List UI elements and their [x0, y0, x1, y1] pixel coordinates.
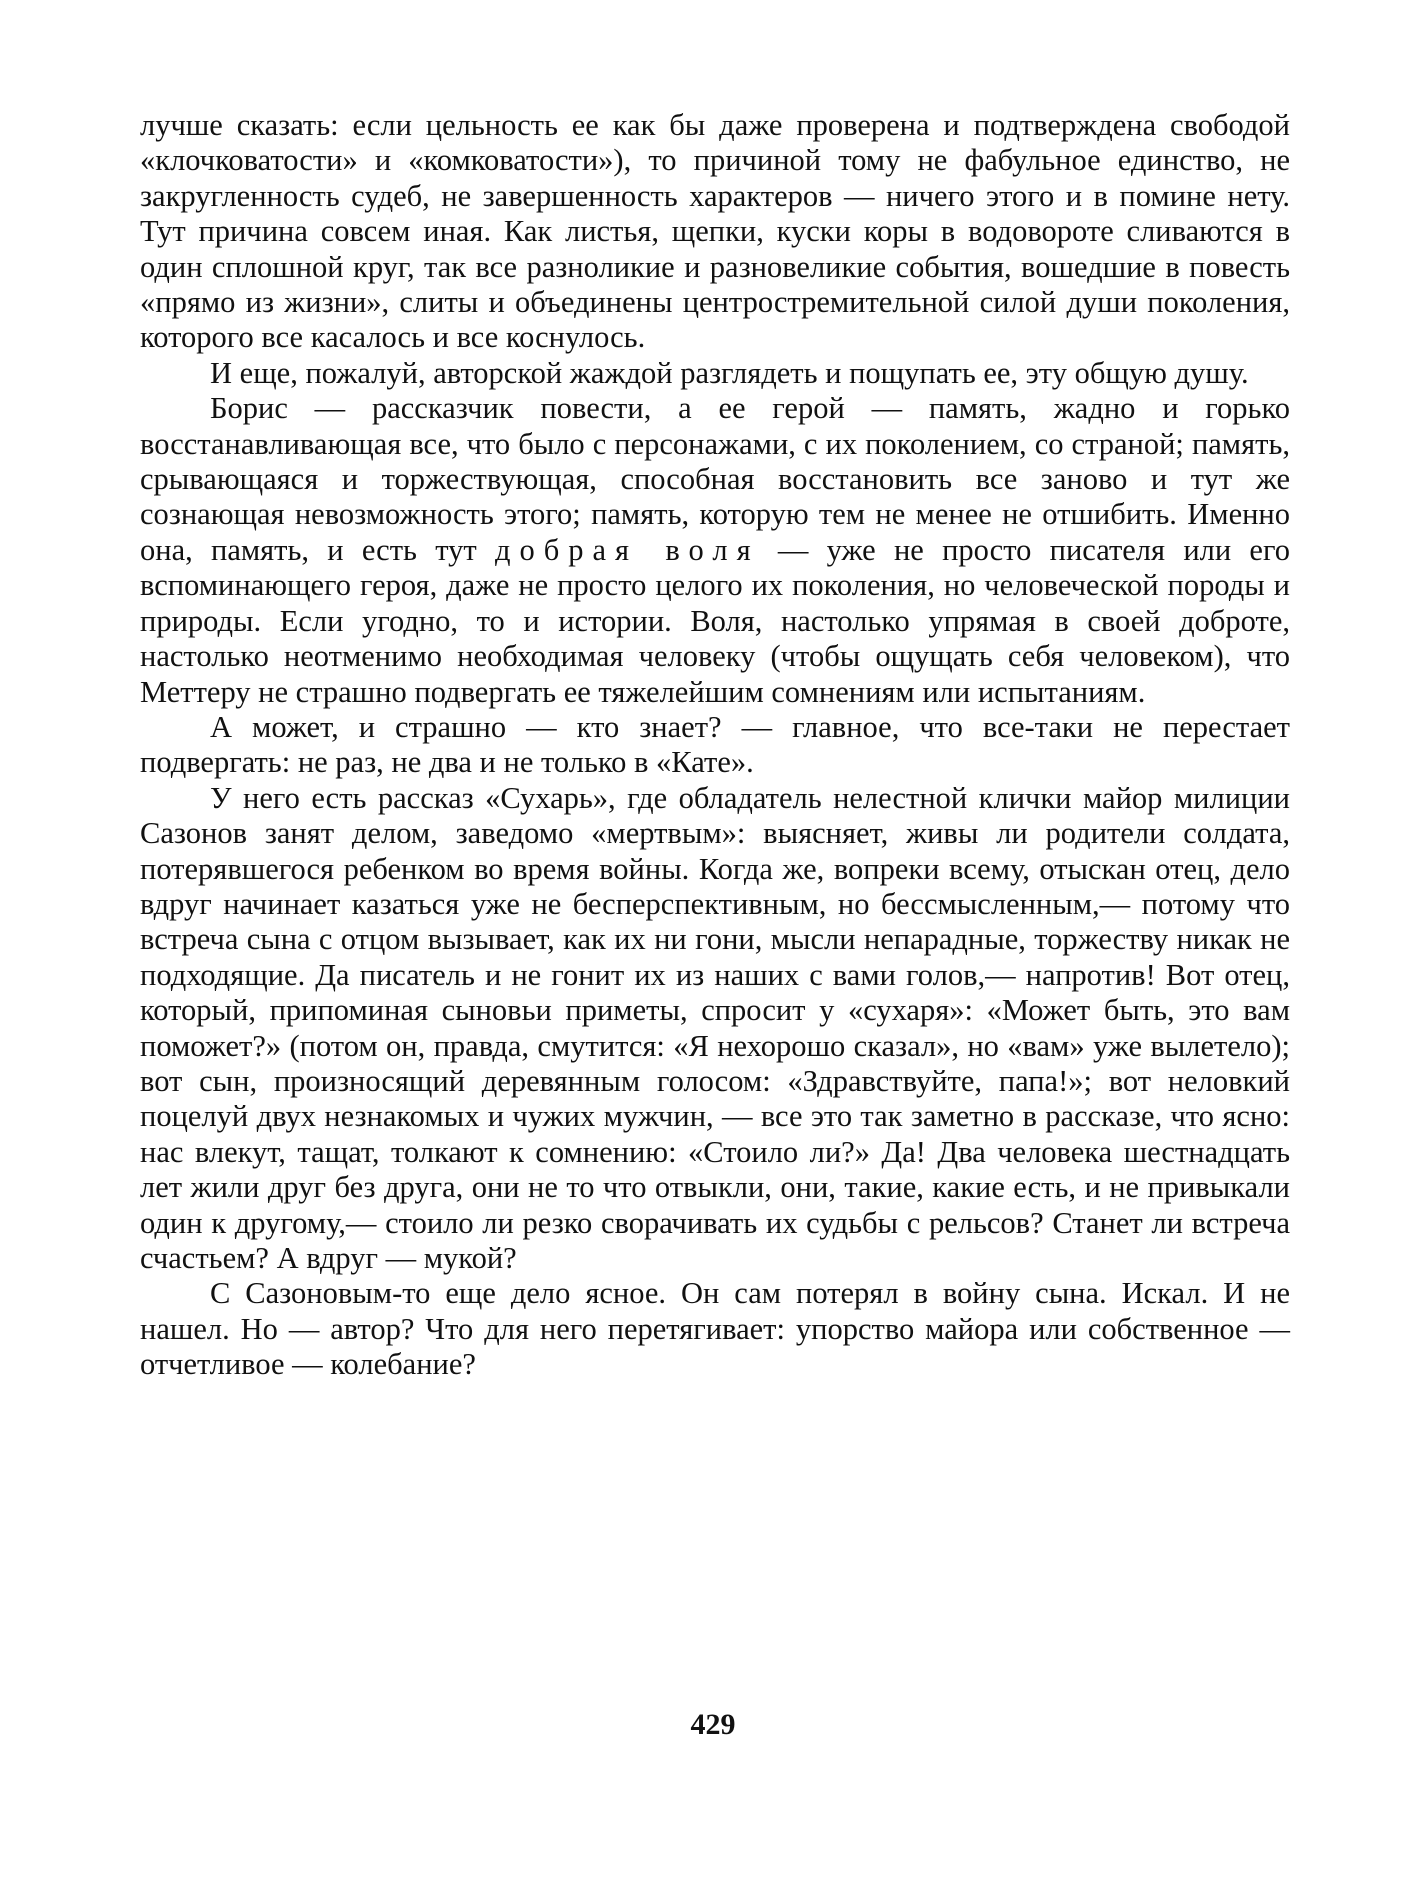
paragraph-3-text-before: Борис — рассказчик повести, а ее герой — память, жадно и горько восстанавливающая все, что было с персонажами, с их поколением, со страной; память, срывающаяся и торжествующая, способная восстановить все заново и тут же сознающая невозможность этого; память, которую тем не менее не отшибить. Именно она, память, и есть тут	[140, 391, 1290, 567]
paragraph-2: И еще, пожалуй, авторской жаждой разглядеть и пощупать ее, эту общую душу.	[210, 355, 1249, 390]
paragraph-6: С Сазоновым-то еще дело ясное. Он сам потерял в войну сына. Искал. И не нашел. Но — автор? Что для него перетягивает: упорство майора или собственное — отчетливое — колебание?	[140, 1276, 1290, 1382]
paragraph-1: лучше сказать: если цельность ее как бы даже проверена и подтверждена свободой «клочковатости» и «комковатости»), то причиной тому не фабульное единство, не закругленность судеб, не завершенность характеров — ничего этого и в помине нету. Тут причина совсем иная. Как листья, щепки, куски коры в водовороте сливаются в один сплошной круг, так все разноликие и разновеликие события, вошедшие в повесть «прямо из жизни», слиты и объединены центростремительной силой души поколения, которого все касалось и все коснулось.	[140, 108, 1290, 355]
page-number: 429	[690, 1708, 736, 1741]
spaced-emphasis: добрая воля	[494, 532, 760, 567]
paragraph-5: У него есть рассказ «Сухарь», где обладатель нелестной клички майор милиции Сазонов занят делом, заведомо «мертвым»: выясняет, живы ли родители солдата, потерявшегося ребенком во время войны. Когда же, вопреки всему, отыскан отец, дело вдруг начинает казаться уже не бесперспективным, но бессмысленным,— потому что встреча сына с отцом вызывает, как их ни гони, мысли непарадные, торжеству никак не подходящие. Да писатель и не гонит их из наших с вами голов,— напротив! Вот отец, который, припоминая сыновьи приметы, спросит у «сухаря»: «Может быть, это вам поможет?» (потом он, правда, смутится: «Я нехорошо сказал», но «вам» уже вылетело); вот сын, произносящий деревянным голосом: «Здравствуйте, папа!»; вот неловкий поцелуй двух незнакомых и чужих мужчин, — все это так заметно в рассказе, что ясно: нас влекут, тащат, толкают к сомнению: «Стоило ли?» Да! Два человека шестнадцать лет жили друг без друга, они не то что отвыкли, они, такие, какие есть, и не привыкали один к другому,— стоило ли резко сворачивать их судьбы с рельсов? Станет ли встреча счастьем? А вдруг — мукой?	[140, 780, 1290, 1275]
paragraph-3	[140, 391, 1290, 710]
paragraph-3-text-after: — уже не просто писателя или его вспоминающего героя, даже не просто целого их поколения, но человеческой породы и природы. Если угодно, то и истории. Воля, настолько упрямая в своей доброте, настолько неотменимо необходимая человеку (чтобы ощущать себя человеком), что Меттеру не страшно подвергать ее тяжелейшим сомнениям или испытаниям.	[140, 532, 1290, 709]
paragraph-4: А может, и страшно — кто знает? — главное, что все-таки не перестает подвергать: не раз, не два и не только в «Кате».	[140, 709, 1290, 780]
page-body	[140, 108, 1290, 1383]
